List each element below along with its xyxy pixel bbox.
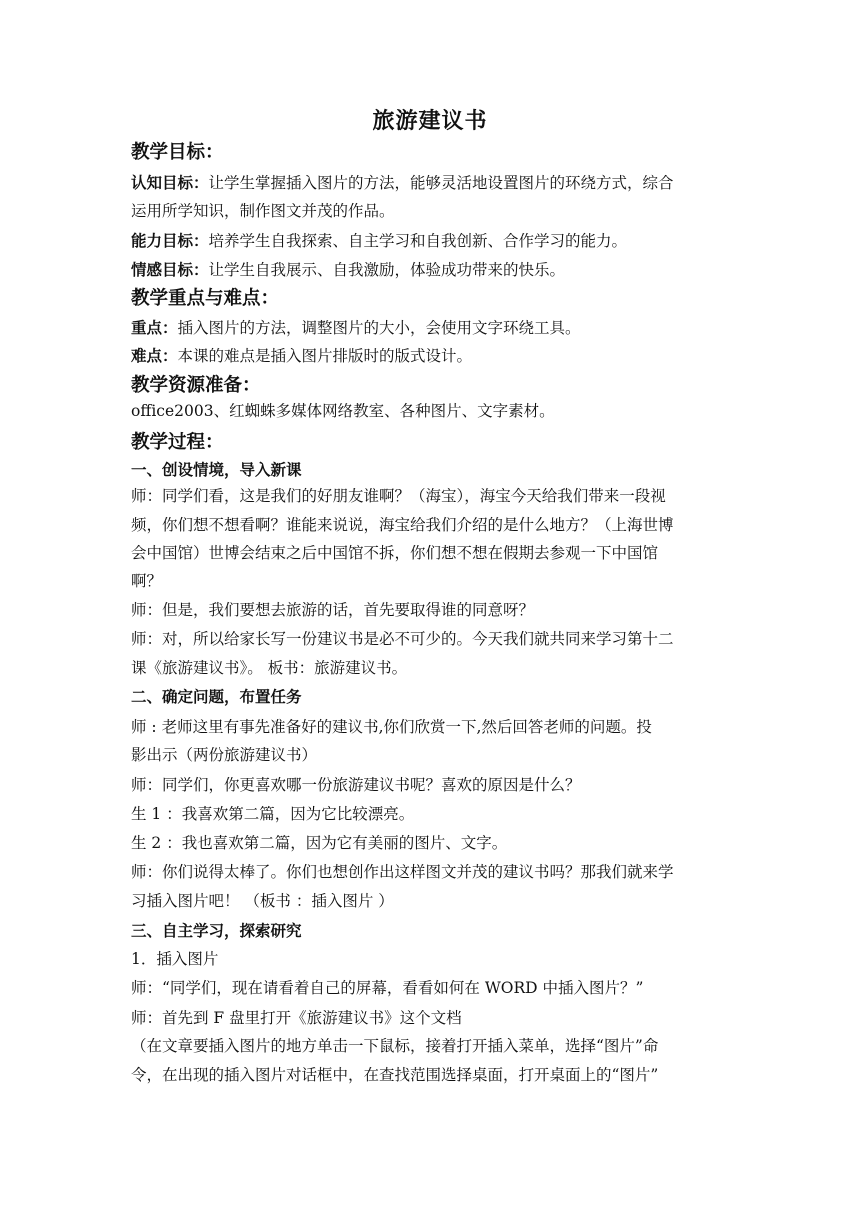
line-text: 教学资源准备：	[131, 375, 261, 396]
line-text: 师 : 老师这里有事先准备好的建议书,你们欣赏一下,然后回答老师的问题。投	[131, 718, 652, 736]
text-line	[131, 229, 627, 251]
text-line	[131, 627, 674, 649]
line-label: 情感目标：	[131, 260, 209, 279]
line-text: 影出示（两份旅游建议书）	[131, 746, 318, 764]
line-label: 难点：	[131, 346, 178, 365]
text-line	[131, 199, 395, 221]
text-line	[131, 316, 581, 338]
line-text: 让学生自我展示、自我激励，体验成功带来的快乐。	[208, 261, 566, 279]
line-text: 师：你们说得太棒了。你们也想创作出这样图文并茂的建议书吗？那我们就来学	[131, 863, 674, 881]
section-heading	[131, 371, 261, 397]
line-text: 一、创设情境，导入新课	[131, 460, 302, 479]
line-text: 师：对，所以给家长写一份建议书是必不可少的。今天我们就共同来学习第十二	[131, 630, 674, 648]
line-label: 能力目标：	[131, 231, 209, 250]
line-text: 师：同学们看，这是我们的好朋友谁啊？（海宝），海宝今天给我们带来一段视	[131, 487, 666, 505]
line-text: 师：但是，我们要想去旅游的话，首先要取得谁的同意呀？	[131, 601, 535, 619]
text-line	[131, 860, 674, 882]
line-text: 会中国馆）世博会结束之后中国馆不拆，你们想不想在假期去参观一下中国馆	[131, 544, 659, 562]
line-text: 运用所学知识，制作图文并茂的作品。	[131, 202, 395, 220]
line-text: 插入图片的方法，调整图片的大小，会使用文字环绕工具。	[177, 319, 581, 337]
line-label: 认知目标：	[131, 173, 209, 192]
line-text: 师：“同学们，现在请看着自己的屏幕，看看如何在 WORD 中插入图片？”	[131, 979, 644, 997]
line-text: 教学目标：	[131, 142, 224, 163]
line-text: 教学重点与难点：	[131, 288, 280, 309]
text-line	[131, 773, 581, 795]
text-line	[131, 685, 302, 707]
section-heading	[131, 138, 224, 164]
line-text: 生 1 ：我喜欢第二篇，因为它比较漂亮。	[131, 805, 415, 823]
section-heading	[131, 428, 224, 454]
text-line	[131, 889, 394, 911]
line-text: 啊？	[131, 572, 163, 590]
line-text: 二、确定问题，布置任务	[131, 687, 302, 706]
line-text: 本课的难点是插入图片排版时的版式设计。	[177, 347, 473, 365]
line-text: 教学过程：	[131, 432, 224, 453]
text-line	[131, 831, 507, 853]
text-line	[131, 976, 643, 998]
text-line	[131, 541, 658, 563]
text-line	[131, 802, 414, 824]
line-text: 频，你们想不想看啊？谁能来说说，海宝给我们介绍的是什么地方？（上海世博	[131, 516, 674, 534]
line-text: 让学生掌握插入图片的方法，能够灵活地设置图片的环绕方式，综合	[208, 174, 674, 192]
text-line	[131, 1034, 658, 1056]
text-line	[131, 484, 666, 506]
line-text: 令，在出现的插入图片对话框中，在查找范围选择桌面，打开桌面上的“图片”	[131, 1066, 659, 1084]
line-text: 三、自主学习，探索研究	[131, 921, 302, 940]
text-line	[131, 458, 302, 480]
text-line	[131, 1006, 462, 1028]
text-line	[131, 743, 317, 765]
text-line	[131, 171, 674, 193]
text-line	[131, 1063, 658, 1085]
text-line	[131, 919, 302, 941]
line-text: 师：首先到 F 盘里打开《旅游建议书》这个文档	[131, 1009, 462, 1027]
text-line	[131, 656, 407, 678]
line-label: 重点：	[131, 318, 178, 337]
line-text: 课《旅游建议书》。 板书：旅游建议书。	[131, 659, 408, 677]
text-line	[131, 399, 555, 421]
document-title: 旅游建议书	[372, 108, 488, 134]
line-text: office2003、红蜘蛛多媒体网络教室、各种图片、文字素材。	[131, 402, 555, 420]
text-line	[131, 513, 674, 535]
text-line	[131, 947, 218, 969]
line-text: （在文章要插入图片的地方单击一下鼠标，接着打开插入菜单，选择“图片”命	[131, 1037, 659, 1055]
text-line	[131, 569, 162, 591]
text-line	[131, 344, 472, 366]
line-text: 习插入图片吧！ （板书 ：插入图片 ）	[131, 892, 394, 910]
line-text: 培养学生自我探索、自主学习和自我创新、合作学习的能力。	[208, 232, 628, 250]
line-text: 1．插入图片	[131, 950, 219, 968]
text-line	[131, 715, 652, 737]
section-heading	[131, 284, 279, 310]
text-line	[131, 258, 565, 280]
line-text: 生 2 ：我也喜欢第二篇，因为它有美丽的图片、文字。	[131, 834, 508, 852]
line-text: 师：同学们，你更喜欢哪一份旅游建议书呢？喜欢的原因是什么？	[131, 776, 581, 794]
text-line	[131, 598, 534, 620]
